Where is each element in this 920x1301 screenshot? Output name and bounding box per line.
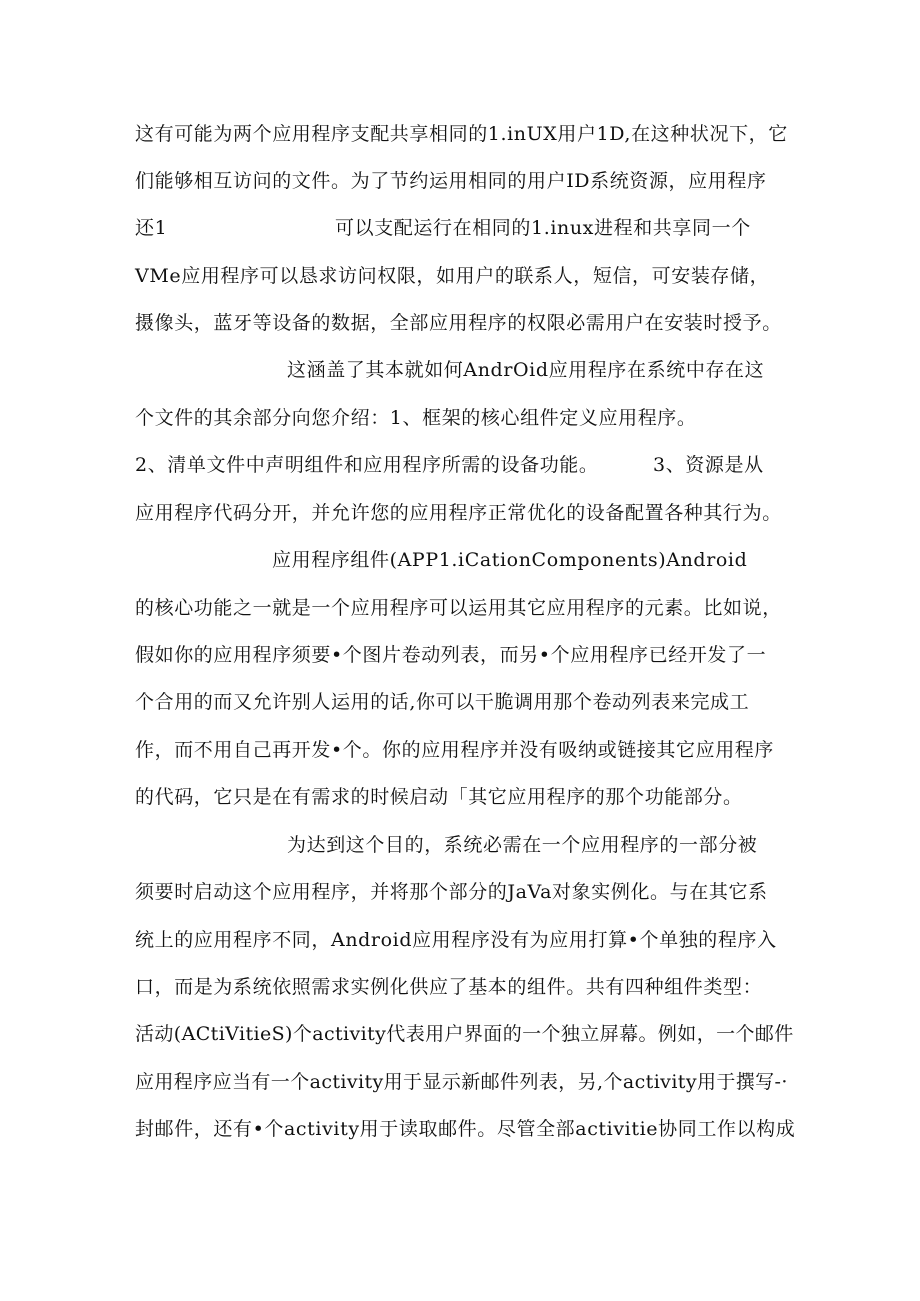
text-line-8-start: 2、清单文件中声明组件和应用程序所需的设备功能。 [135,454,599,476]
section-heading-app-components: 应用程序组件(APP1.iCationComponents)Android [272,549,748,571]
text-line-8-end: 3、资源是从 [653,454,764,476]
text-line-22: 封邮件，还有•个activity用于读取邮件。尽管全部activitie协同工作以构成 [135,1118,796,1140]
text-line-11: 的核心功能之一就是一个应用程序可以运用其它应用程序的元素。比如说， [135,597,782,619]
text-line-15: 的代码，它只是在有需求的时候启动「其它应用程序的那个功能部分。 [135,786,743,808]
text-line-3-start: 还1 [135,217,168,239]
text-line-16: 为达到这个目的，系统必需在一个应用程序的一部分被 [287,834,758,856]
text-line-17: 须要时启动这个应用程序，并将那个部分的JaVa对象实例化。与在其它系 [135,881,768,903]
text-line-2: 们能够相互访问的文件。为了节约运用相同的用户ID系统资源，应用程序 [135,170,767,192]
text-line-13: 个合用的而又允许别人运用的话,你可以干脆调用那个卷动列表来完成工 [135,691,750,713]
text-line-21: 应用程序应当有一个activity用于显示新邮件列表，另,个activity用于撰写-· [135,1071,788,1093]
text-line-14: 作，而不用自己再开发•个。你的应用程序并没有吸纳或链接其它应用程序 [135,739,775,761]
text-line-4: VMe应用程序可以恳求访问权限，如用户的联系人，短信，可安装存储， [135,265,770,287]
text-line-19: 口，而是为系统依照需求实例化供应了基本的组件。共有四种组件类型： [135,976,763,998]
text-line-9: 应用程序代码分开，并允许您的应用程序正常优化的设备配置各种其行为。 [135,502,782,524]
text-line-3-end: 可以支配运行在相同的1.inux进程和共享同一个 [335,217,751,239]
text-line-20: 活动(ACtiVitieS)个activity代表用户界面的一个独立屏幕。例如，一个邮件 [135,1023,794,1045]
text-line-18: 统上的应用程序不同，Android应用程序没有为应用打算•个单独的程序入 [135,929,777,951]
text-line-7: 个文件的其余部分向您介绍：1、框架的核心组件定义应用程序。 [135,407,697,429]
text-line-6: 这涵盖了其本就如何AndrOid应用程序在系统中存在这 [287,359,765,381]
text-line-5: 摄像头，蓝牙等设备的数据，全部应用程序的权限必需用户在安装时授予。 [135,312,782,334]
text-line-12: 假如你的应用程序须要•个图片卷动列表，而另•个应用程序已经开发了一 [135,644,767,666]
text-line-1: 这有可能为两个应用程序支配共享相同的1.inUX用户1D,在这种状况下，它 [135,123,788,145]
